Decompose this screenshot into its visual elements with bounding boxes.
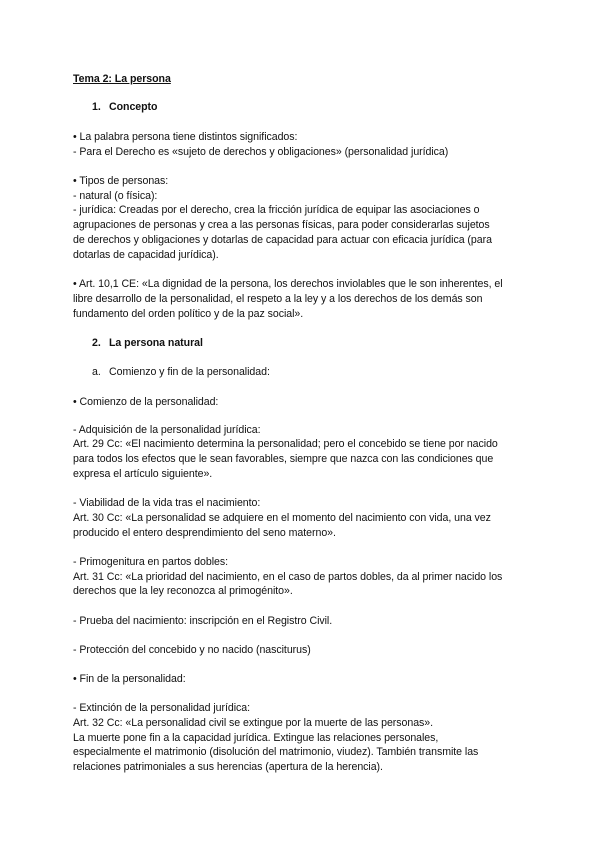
document-title: Tema 2: La persona — [73, 73, 171, 85]
section-number: 2. — [92, 337, 101, 349]
paragraph-line: • Comienzo de la personalidad: — [73, 396, 219, 408]
paragraph-line: Art. 31 Cc: «La prioridad del nacimiento, en el caso de partos dobles, da al primer nacido los — [73, 571, 503, 583]
paragraph-line: expresa el artículo siguiente». — [73, 468, 213, 480]
subsection-letter: a. — [92, 366, 101, 378]
paragraph-line: dotarlas de capacidad jurídica). — [73, 249, 219, 261]
section-label: Concepto — [109, 101, 158, 113]
paragraph-line: - Para el Derecho es «sujeto de derechos y obligaciones» (personalidad jurídica) — [73, 146, 449, 158]
paragraph-line: derechos que la ley reconozca al primogénito». — [73, 585, 293, 597]
paragraph-line: producido el entero desprendimiento del seno materno». — [73, 527, 336, 539]
subsection-label: Comienzo y fin de la personalidad: — [109, 366, 270, 378]
paragraph-line: especialmente el matrimonio (disolución del matrimonio, viudez). También transmite las — [73, 746, 479, 758]
paragraph-line: - Prueba del nacimiento: inscripción en el Registro Civil. — [73, 615, 333, 627]
paragraph-line: - Protección del concebido y no nacido (nasciturus) — [73, 644, 311, 656]
paragraph-line: Art. 30 Cc: «La personalidad se adquiere en el momento del nacimiento con vida, una vez — [73, 512, 491, 524]
paragraph-line: libre desarrollo de la personalidad, el respeto a la ley y a los derechos de los demás son — [73, 293, 483, 305]
paragraph-line: Art. 29 Cc: «El nacimiento determina la personalidad; pero el concebido se tiene por nacido — [73, 438, 498, 450]
section-label: La persona natural — [109, 337, 203, 349]
paragraph-line: para todos los efectos que le sean favorables, siempre que nazca con las condiciones que — [73, 453, 494, 465]
paragraph-line: • Tipos de personas: — [73, 175, 169, 187]
paragraph-line: • Fin de la personalidad: — [73, 673, 186, 685]
paragraph-line: - Extinción de la personalidad jurídica: — [73, 702, 251, 714]
paragraph-line: fundamento del orden político y de la paz social». — [73, 308, 304, 320]
paragraph-line: - Adquisición de la personalidad jurídica: — [73, 424, 261, 436]
paragraph-line: agrupaciones de personas y crea a las personas físicas, para poder considerarlas sujetos — [73, 219, 490, 231]
paragraph-line: Art. 32 Cc: «La personalidad civil se extingue por la muerte de las personas». — [73, 717, 434, 729]
section-number: 1. — [92, 101, 101, 113]
paragraph-line: relaciones patrimoniales a sus herencias (apertura de la herencia). — [73, 761, 383, 773]
paragraph-line: • La palabra persona tiene distintos significados: — [73, 131, 298, 143]
section-heading-concepto — [92, 101, 157, 114]
paragraph-line: • Art. 10,1 CE: «La dignidad de la persona, los derechos inviolables que le son inherentes, el — [73, 278, 503, 290]
paragraph-line: - Primogenitura en partos dobles: — [73, 556, 228, 568]
paragraph-line: La muerte pone fin a la capacidad jurídica. Extingue las relaciones personales, — [73, 732, 439, 744]
paragraph-line: de derechos y obligaciones y dotarlas de capacidad para actuar con eficacia jurídica (para — [73, 234, 492, 246]
paragraph-line: - Viabilidad de la vida tras el nacimiento: — [73, 497, 261, 509]
subsection-heading-comienzo-fin — [92, 366, 270, 379]
section-heading-persona-natural — [92, 337, 203, 350]
paragraph-line: - natural (o física): — [73, 190, 158, 202]
paragraph-line: - jurídica: Creadas por el derecho, crea la fricción jurídica de equipar las asociaciones o — [73, 204, 480, 216]
